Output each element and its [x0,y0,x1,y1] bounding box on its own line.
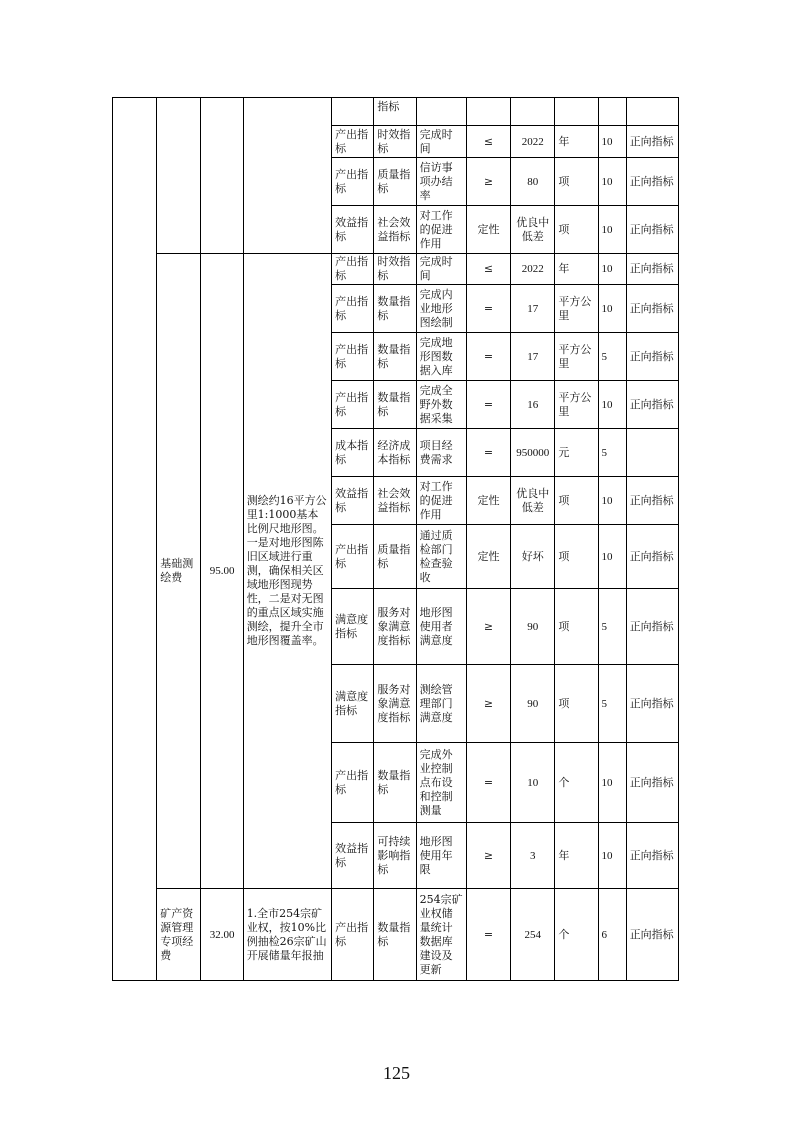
indicator-name-cell: 对工作的促进作用 [416,477,466,525]
project-name-cell [157,98,201,254]
target-value-cell: 16 [511,381,555,429]
level2-indicator-cell: 时效指标 [374,254,416,285]
project-name-cell: 矿产资源管理专项经费 [157,889,201,981]
operator-cell: 定性 [466,206,510,254]
target-value-cell: 950000 [511,429,555,477]
direction-cell: 正向指标 [626,589,678,665]
level2-indicator-cell: 数量指标 [374,381,416,429]
level2-indicator-cell: 经济成本指标 [374,429,416,477]
table-row [113,889,679,981]
direction-cell: 正向指标 [626,477,678,525]
score-cell: 10 [598,743,626,823]
project-amount-cell: 32.00 [201,889,243,981]
operator-cell: = [466,889,510,981]
score-cell: 10 [598,477,626,525]
direction-cell: 正向指标 [626,254,678,285]
indicator-name-cell: 完成地形图数据入库 [416,333,466,381]
score-cell: 6 [598,889,626,981]
operator-cell: 定性 [466,477,510,525]
operator-cell: ≥ [466,589,510,665]
level2-indicator-cell: 质量指标 [374,525,416,589]
indicator-name-cell: 测绘管理部门满意度 [416,665,466,743]
direction-cell: 正向指标 [626,665,678,743]
score-cell: 10 [598,381,626,429]
unit-cell: 项 [555,589,598,665]
score-cell: 10 [598,158,626,206]
target-value-cell: 优良中低差 [511,477,555,525]
unit-cell: 年 [555,254,598,285]
operator-cell: ≥ [466,665,510,743]
performance-indicator-table [112,97,679,981]
target-value-cell: 90 [511,665,555,743]
indicator-name-cell: 地形图使用者满意度 [416,589,466,665]
indicator-name-cell: 完成时间 [416,126,466,158]
operator-cell: ≤ [466,254,510,285]
direction-cell: 正向指标 [626,158,678,206]
target-value-cell [511,98,555,126]
level2-indicator-cell: 质量指标 [374,158,416,206]
direction-cell: 正向指标 [626,525,678,589]
score-cell: 10 [598,525,626,589]
target-value-cell: 10 [511,743,555,823]
unit-cell: 平方公里 [555,333,598,381]
level1-indicator-cell [332,98,374,126]
score-cell: 10 [598,254,626,285]
indicator-name-cell [416,98,466,126]
indicator-name-cell: 254宗矿业权储量统计数据库建设及更新 [416,889,466,981]
direction-cell: 正向指标 [626,206,678,254]
level2-indicator-cell: 社会效益指标 [374,477,416,525]
unit-cell: 项 [555,158,598,206]
level1-indicator-cell: 产出指标 [332,333,374,381]
unit-cell: 项 [555,206,598,254]
level2-indicator-cell: 服务对象满意度指标 [374,589,416,665]
score-cell: 10 [598,206,626,254]
score-cell: 5 [598,589,626,665]
target-value-cell: 80 [511,158,555,206]
target-value-cell: 2022 [511,126,555,158]
table-row [113,254,679,285]
operator-cell: ≥ [466,158,510,206]
score-cell: 5 [598,665,626,743]
unit-cell: 项 [555,665,598,743]
direction-cell: 正向指标 [626,381,678,429]
score-cell: 10 [598,823,626,889]
target-value-cell: 好坏 [511,525,555,589]
project-amount-cell [201,98,243,254]
direction-cell: 正向指标 [626,285,678,333]
direction-cell [626,429,678,477]
operator-cell: = [466,333,510,381]
unit-cell: 元 [555,429,598,477]
target-value-cell: 2022 [511,254,555,285]
level2-indicator-cell: 数量指标 [374,743,416,823]
direction-cell: 正向指标 [626,889,678,981]
level2-indicator-cell: 数量指标 [374,333,416,381]
project-goal-cell [243,98,331,254]
direction-cell: 正向指标 [626,743,678,823]
level2-indicator-cell: 可持续影响指标 [374,823,416,889]
indicator-name-cell: 完成内业地形图绘制 [416,285,466,333]
operator-cell [466,98,510,126]
indicator-name-cell: 完成全野外数据采集 [416,381,466,429]
level1-indicator-cell: 产出指标 [332,381,374,429]
level1-indicator-cell: 产出指标 [332,158,374,206]
level2-indicator-cell: 服务对象满意度指标 [374,665,416,743]
target-value-cell: 优良中低差 [511,206,555,254]
direction-cell: 正向指标 [626,333,678,381]
project-goal-cell: 1.全市254宗矿业权，按10%比例抽检26宗矿山开展储量年报抽 [243,889,331,981]
operator-cell: = [466,285,510,333]
level1-indicator-cell: 产出指标 [332,126,374,158]
target-value-cell: 3 [511,823,555,889]
project-goal-cell: 测绘约16平方公里1:1000基本比例尺地形图。一是对地形图陈旧区域进行重测，确保相关区域地形图现势性，二是对无图的重点区域实施测绘，提升全市地形图覆盖率。 [243,254,331,889]
operator-cell: = [466,429,510,477]
indicator-name-cell: 项目经费需求 [416,429,466,477]
indicator-name-cell: 对工作的促进作用 [416,206,466,254]
target-value-cell: 254 [511,889,555,981]
unit-cell: 年 [555,823,598,889]
level2-indicator-cell: 指标 [374,98,416,126]
direction-cell [626,98,678,126]
operator-cell: ≥ [466,823,510,889]
unit-cell: 平方公里 [555,381,598,429]
unit-cell: 个 [555,743,598,823]
operator-cell: ≤ [466,126,510,158]
direction-cell: 正向指标 [626,823,678,889]
unit-cell: 项 [555,525,598,589]
project-amount-cell: 95.00 [201,254,243,889]
indicator-name-cell: 地形图使用年限 [416,823,466,889]
project-name-cell: 基础测绘费 [157,254,201,889]
level2-indicator-cell: 时效指标 [374,126,416,158]
level1-indicator-cell: 产出指标 [332,889,374,981]
direction-cell: 正向指标 [626,126,678,158]
indicator-name-cell: 完成外业控制点布设和控制测量 [416,743,466,823]
unit-cell: 个 [555,889,598,981]
level2-indicator-cell: 数量指标 [374,889,416,981]
level1-indicator-cell: 满意度指标 [332,665,374,743]
target-value-cell: 17 [511,333,555,381]
level1-indicator-cell: 效益指标 [332,206,374,254]
indicator-name-cell: 信访事项办结率 [416,158,466,206]
page-number: 125 [383,1063,410,1083]
level1-indicator-cell: 产出指标 [332,254,374,285]
score-cell: 10 [598,285,626,333]
level1-indicator-cell: 产出指标 [332,285,374,333]
score-cell: 10 [598,126,626,158]
operator-cell: = [466,743,510,823]
indicator-name-cell: 完成时间 [416,254,466,285]
unit-cell: 年 [555,126,598,158]
table-row [113,98,679,126]
indicator-name-cell: 通过质检部门检查验收 [416,525,466,589]
unit-cell: 平方公里 [555,285,598,333]
score-cell: 5 [598,429,626,477]
level1-indicator-cell: 效益指标 [332,477,374,525]
operator-cell: 定性 [466,525,510,589]
level1-indicator-cell: 效益指标 [332,823,374,889]
operator-cell: = [466,381,510,429]
blank-left-column [113,98,157,981]
unit-cell [555,98,598,126]
level1-indicator-cell: 产出指标 [332,743,374,823]
level1-indicator-cell: 产出指标 [332,525,374,589]
level1-indicator-cell: 满意度指标 [332,589,374,665]
level1-indicator-cell: 成本指标 [332,429,374,477]
score-cell: 5 [598,333,626,381]
level2-indicator-cell: 数量指标 [374,285,416,333]
level2-indicator-cell: 社会效益指标 [374,206,416,254]
score-cell [598,98,626,126]
unit-cell: 项 [555,477,598,525]
target-value-cell: 90 [511,589,555,665]
target-value-cell: 17 [511,285,555,333]
